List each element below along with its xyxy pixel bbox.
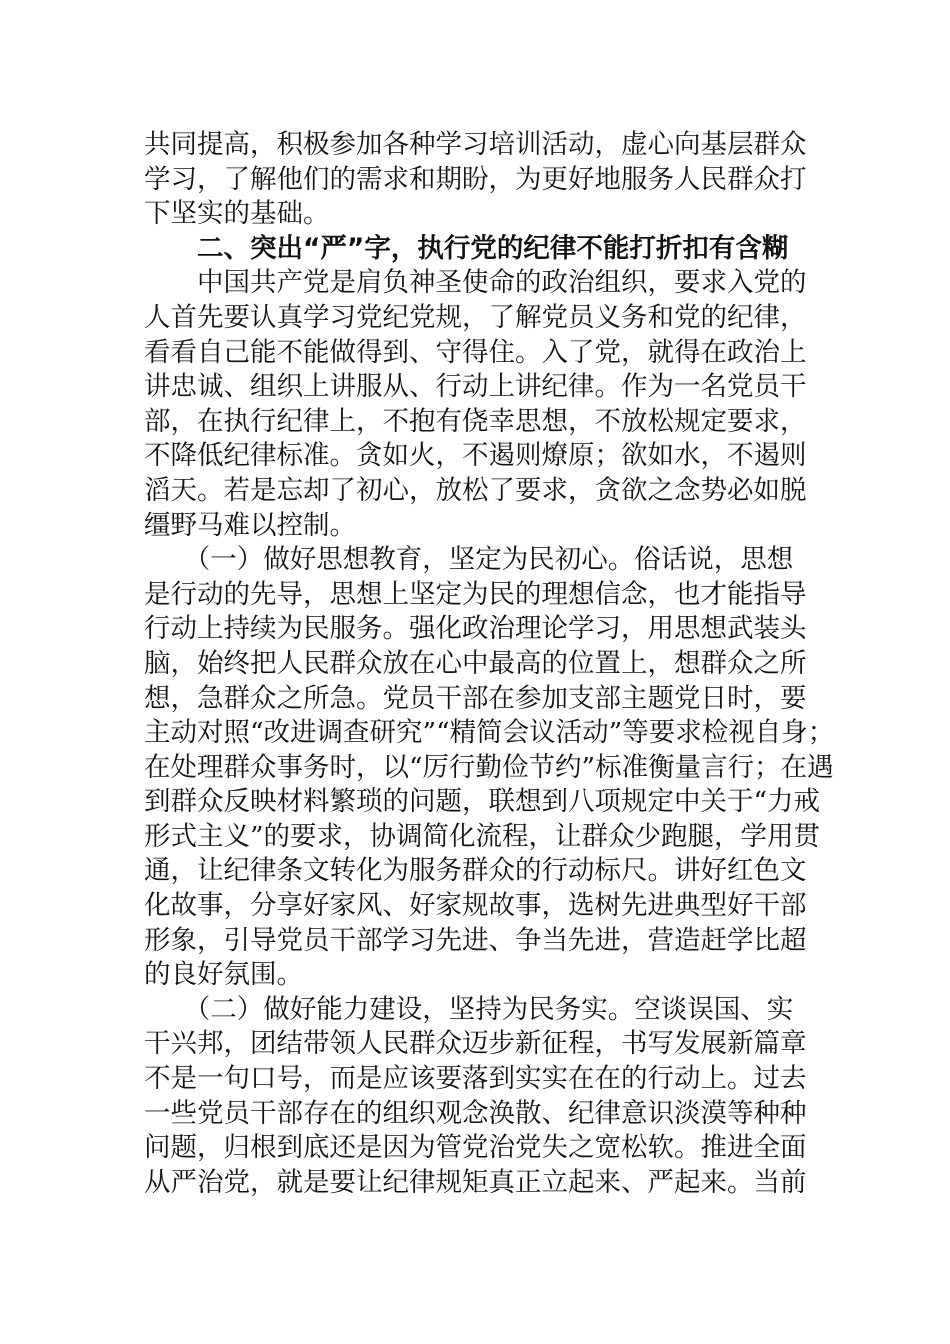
body-line: 在处理群众事务时，以“厉行勤俭节约”标准衡量言行；在遇 <box>144 751 834 783</box>
body-line: （二）做好能力建设，坚持为民务实。空谈误国、实 <box>144 993 794 1025</box>
document-body <box>144 128 835 1200</box>
section-heading: 二、突出“严”字，执行党的纪律不能打折扣有含糊 <box>144 232 789 264</box>
body-line: 共同提高，积极参加各种学习培训活动，虚心向基层群众 <box>144 129 807 160</box>
body-line: 中国共产党是肩负神圣使命的政治组织，要求入党的 <box>144 267 807 299</box>
body-line: 形式主义”的要求，协调简化流程，让群众少跑腿，学用贯 <box>144 820 821 852</box>
body-line: 部，在执行纪律上，不抱有侥幸思想，不放松规定要求， <box>144 405 807 437</box>
body-line: 一些党员干部存在的组织观念涣散、纪律意识淡漠等种种 <box>144 1097 807 1129</box>
body-line: 想，急群众之所急。党员干部在参加支部主题党日时，要 <box>144 682 807 714</box>
body-line: 不是一句口号，而是应该要落到实实在在的行动上。过去 <box>144 1063 807 1095</box>
body-line: 到群众反映材料繁琐的问题，联想到八项规定中关于“力戒 <box>144 786 821 818</box>
body-line: 行动上持续为民服务。强化政治理论学习，用思想武装头 <box>144 613 807 645</box>
body-line: 滔天。若是忘却了初心，放松了要求，贪欲之念势必如脱 <box>144 474 807 506</box>
body-line: 人首先要认真学习党纪党规，了解党员义务和党的纪律， <box>144 301 807 333</box>
body-line: 形象，引导党员干部学习先进、争当先进，营造赶学比超 <box>144 924 807 956</box>
body-line: 不降低纪律标准。贪如火，不遏则燎原；欲如水，不遏则 <box>144 440 807 472</box>
body-line: 讲忠诚、组织上讲服从、行动上讲纪律。作为一名党员干 <box>144 371 807 403</box>
body-line: 脑，始终把人民群众放在心中最高的位置上，想群众之所 <box>144 647 807 679</box>
body-line: 化故事，分享好家风、好家规故事，选树先进典型好干部 <box>144 890 807 922</box>
body-line: 通，让纪律条文转化为服务群众的行动标尺。讲好红色文 <box>144 855 807 887</box>
body-line: （一）做好思想教育，坚定为民初心。俗话说，思想 <box>144 544 794 576</box>
body-line: 的良好氛围。 <box>144 959 303 991</box>
body-line: 学习，了解他们的需求和期盼，为更好地服务人民群众打 <box>144 163 807 195</box>
body-line: 看看自己能不能做得到、守得住。入了党，就得在政治上 <box>144 336 807 368</box>
body-line: 下坚实的基础。 <box>144 198 330 230</box>
body-line: 缰野马难以控制。 <box>144 509 356 541</box>
body-line: 问题，归根到底还是因为管党治党失之宽松软。推进全面 <box>144 1132 807 1164</box>
body-line: 是行动的先导，思想上坚定为民的理想信念，也才能指导 <box>144 578 807 610</box>
body-line: 主动对照“改进调查研究”“精简会议活动”等要求检视自身； <box>144 717 835 749</box>
body-line: 干兴邦，团结带领人民群众迈步新征程，书写发展新篇章 <box>144 1028 807 1060</box>
body-line: 从严治党，就是要让纪律规矩真正立起来、严起来。当前 <box>144 1166 807 1198</box>
